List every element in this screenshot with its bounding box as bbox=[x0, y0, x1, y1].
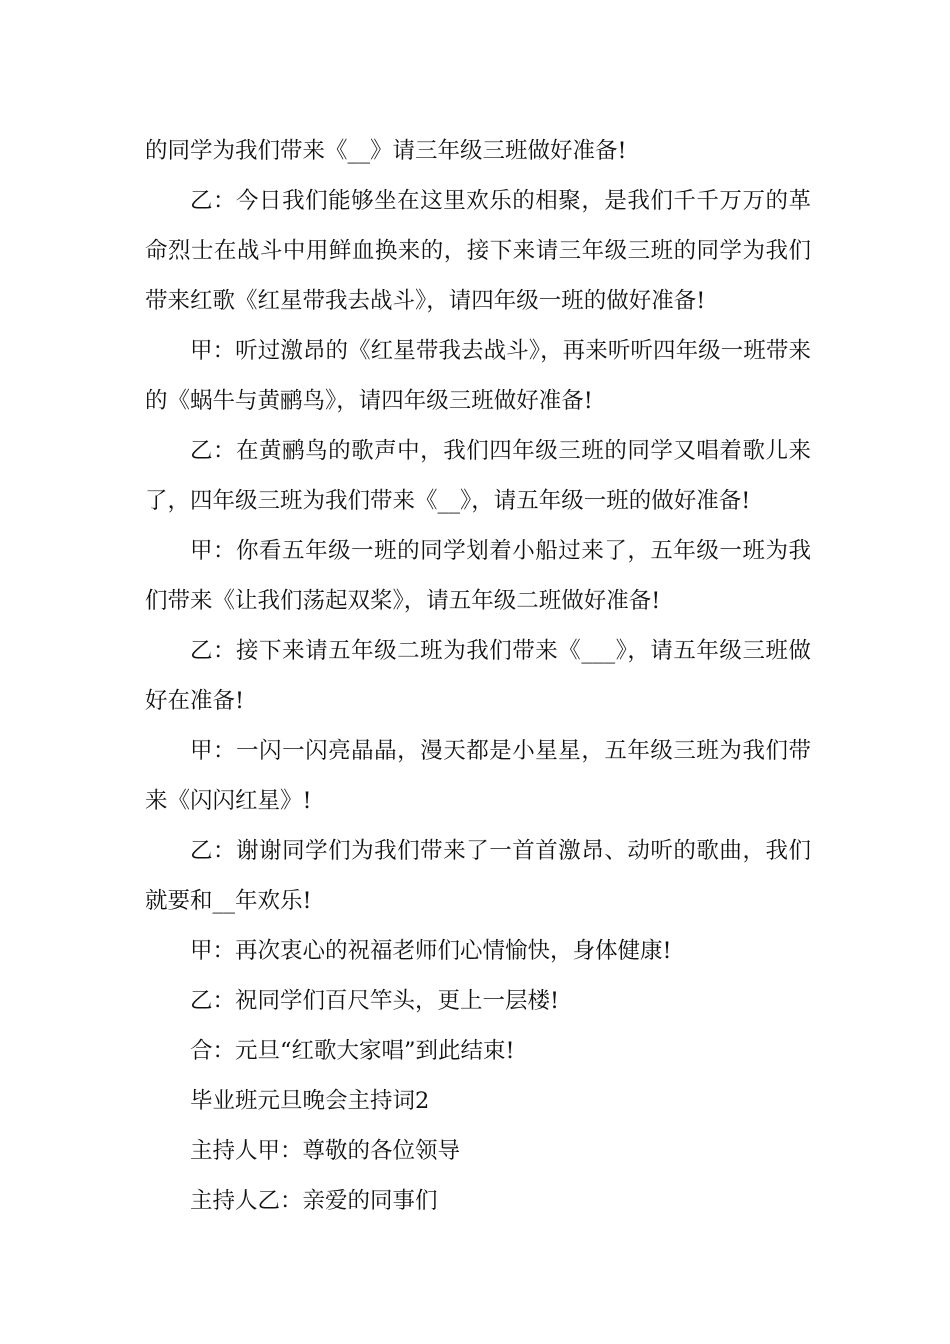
paragraph-he: 合：元旦“红歌大家唱”到此结束! bbox=[190, 1038, 515, 1064]
paragraph-yi-3: 乙：接下来请五年级二班为我们带来《___》，请五年级三班做好在准备! bbox=[145, 638, 811, 714]
paragraph-jia-1: 甲：听过激昂的《红星带我去战斗》，再来听听四年级一班带来的《蜗牛与黄鹂鸟》，请四年级三班做好准备! bbox=[145, 338, 811, 414]
paragraph-yi-5: 乙：祝同学们百尺竿头，更上一层楼! bbox=[190, 988, 560, 1014]
paragraph-jia-2: 甲：你看五年级一班的同学划着小船过来了，五年级一班为我们带来《让我们荡起双桨》，请五年级二班做好准备! bbox=[145, 538, 811, 614]
paragraph-continuation: 的同学为我们带来《__》请三年级三班做好准备! bbox=[145, 138, 627, 164]
paragraph-yi-4: 乙：谢谢同学们为我们带来了一首首激昂、动听的歌曲，我们就要和__年欢乐! bbox=[145, 838, 811, 914]
paragraph-host-jia: 主持人甲：尊敬的各位领导 bbox=[190, 1138, 461, 1164]
paragraph-jia-3: 甲：一闪一闪亮晶晶，漫天都是小星星，五年级三班为我们带来《闪闪红星》! bbox=[145, 738, 811, 814]
paragraph-host-yi: 主持人乙：亲爱的同事们 bbox=[190, 1188, 438, 1214]
section-heading: 毕业班元旦晚会主持词2 bbox=[190, 1088, 430, 1114]
paragraph-yi-2: 乙：在黄鹂鸟的歌声中，我们四年级三班的同学又唱着歌儿来了，四年级三班为我们带来《__》，请五年级一班的做好准备! bbox=[145, 438, 811, 514]
paragraph-yi-1: 乙：今日我们能够坐在这里欢乐的相聚，是我们千千万万的革命烈士在战斗中用鲜血换来的，接下来请三年级三班的同学为我们带来红歌《红星带我去战斗》，请四年级一班的做好准备! bbox=[145, 188, 811, 314]
document-body bbox=[145, 126, 811, 1226]
paragraph-jia-4: 甲：再次衷心的祝福老师们心情愉快，身体健康! bbox=[190, 938, 672, 964]
